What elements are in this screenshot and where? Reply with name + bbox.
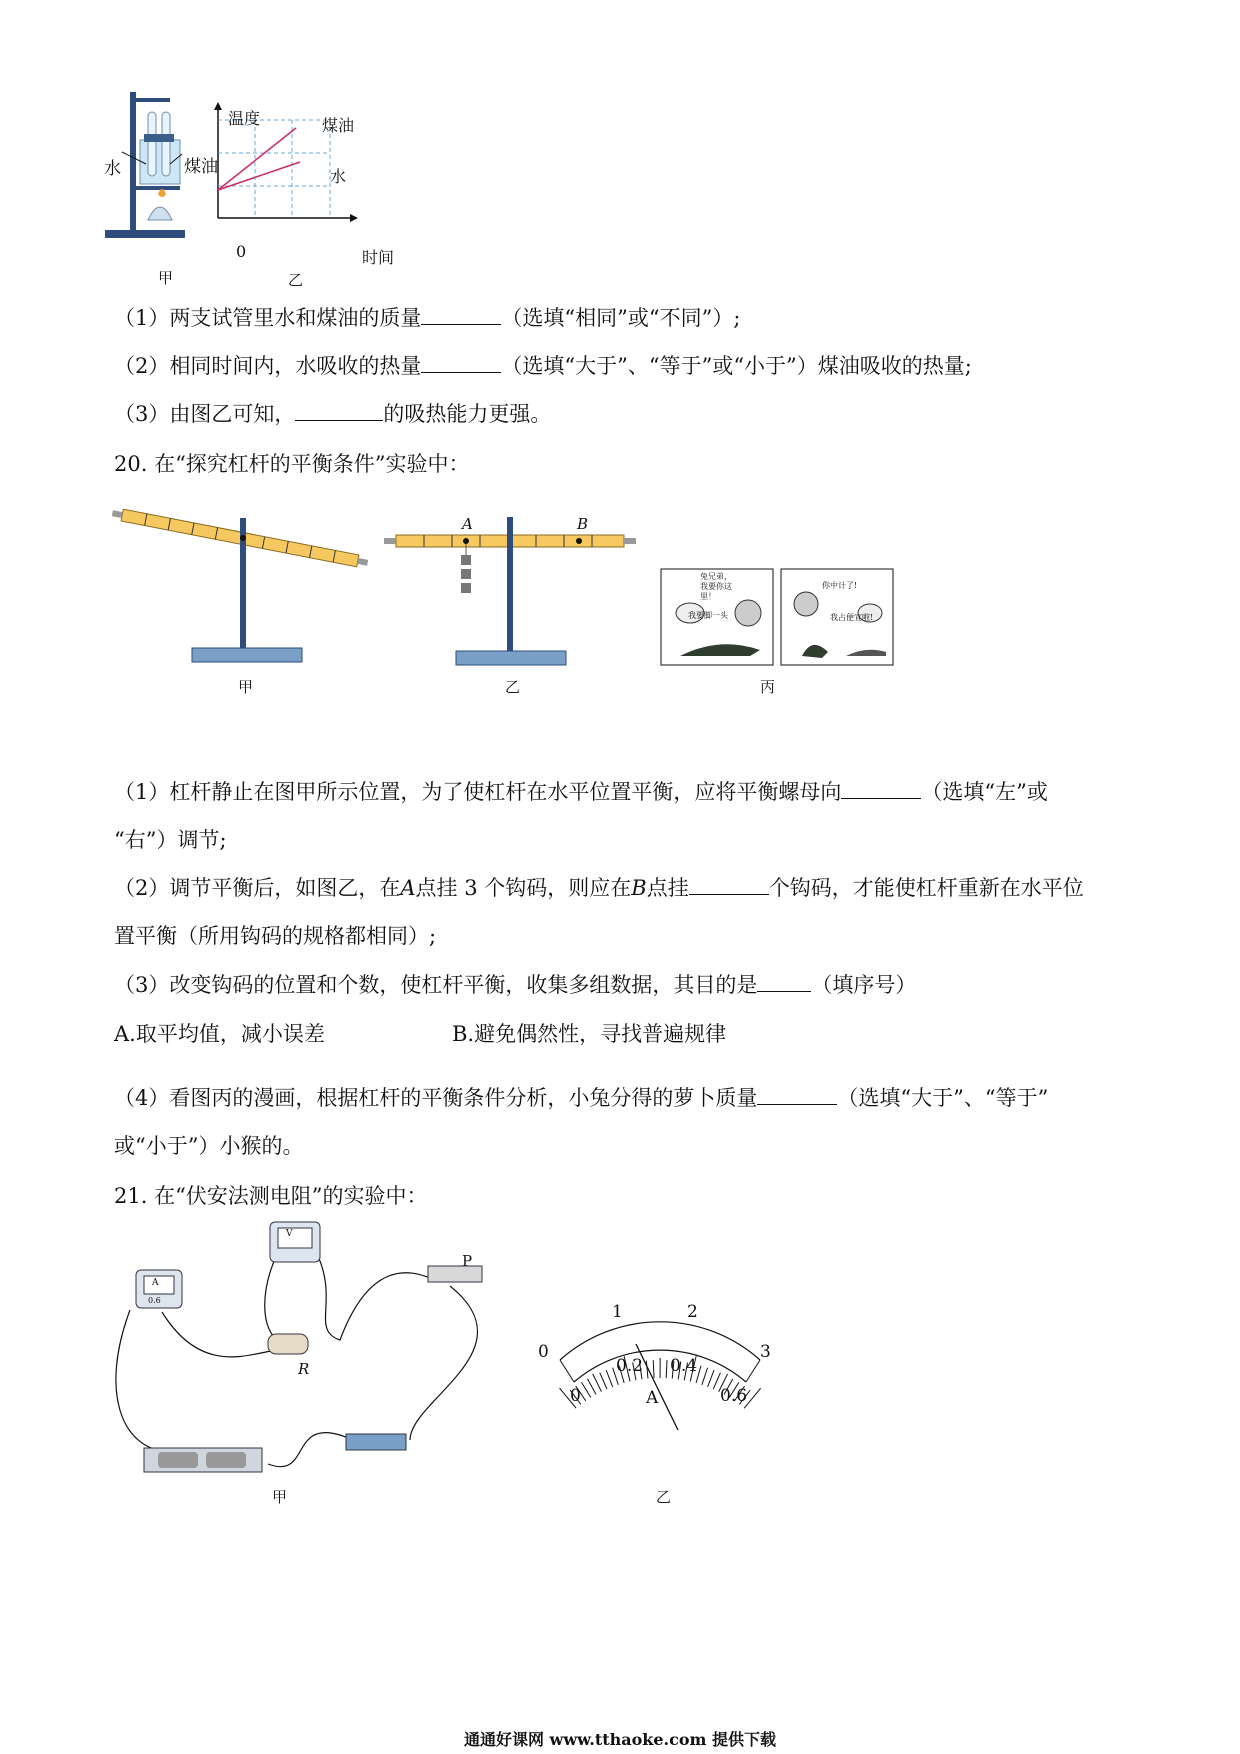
circuit-label-A: A [152,1278,159,1288]
comic-speech-4: 我占便宜啦! [830,613,874,622]
graph-x-label: 时间 [362,248,395,267]
q20-part3: （3）改变钩码的位置和个数，使杠杆平衡，收集多组数据，其目的是 （填序号） [114,973,917,997]
graph-line-water [218,162,300,190]
ammeter-dial [530,1300,790,1440]
dial-tick [708,1370,714,1387]
q20-part1-cont: “右”）调节; [114,828,227,852]
q20-part2-cont: 置平衡（所用钩码的规格都相同）; [114,924,437,948]
q20-blank2[interactable] [689,874,769,895]
dial-tick [593,1374,602,1392]
graph-origin: 0 [236,242,247,261]
q19-part3: （3）由图乙可知， 的吸热能力更强。 [114,402,552,426]
dial-bottom-2: 0.4 [670,1356,698,1376]
dial-bottom-1: 0.2 [616,1356,644,1376]
dial-top-1: 1 [612,1302,623,1322]
q20-part4: （4）看图丙的漫画，根据杠杆的平衡条件分析，小兔分得的萝卜质量 （选填“大于”、“等于” [114,1086,1049,1110]
fig21-circuit [110,1220,510,1490]
fig19-label-water: 水 [104,159,121,179]
circuit-meter-scale: 0.6 [148,1296,161,1305]
fig20-yi-lever [382,515,637,675]
comic-speech-3: 你中计了! [822,581,858,590]
dial-tick [581,1382,590,1397]
dial-tick [606,1370,612,1387]
q19-blank1[interactable] [421,304,501,325]
circuit-label-P: P [462,1252,473,1270]
dial-bottom-0: 0 [570,1386,581,1406]
graph-line-kerosene [218,128,296,190]
graph-series-kerosene: 煤油 [322,116,355,135]
dial-tick [653,1360,654,1378]
q21-title: 21. 在“伏安法测电阻”的实验中： [114,1184,428,1208]
dial-tick [646,1361,648,1379]
fig20-caption-jia: 甲 [238,678,254,696]
dial-top-0: 0 [538,1342,549,1362]
q20-blank3[interactable] [757,971,811,992]
fig19-caption-jia: 甲 [158,269,174,287]
q20-part1: （1）杠杆静止在图甲所示位置，为了使杠杆在水平位置平衡，应将平衡螺母向 （选填“左”或 [114,780,1048,804]
dial-tick [600,1373,607,1389]
dial-top-2: 2 [687,1302,698,1322]
fig20-caption-bing: 丙 [760,678,776,696]
graph-y-label: 温度 [228,109,261,128]
fig20-caption-yi: 乙 [505,678,521,696]
fig19-caption-yi: 乙 [288,271,304,289]
fig20-label-A: A [462,515,473,533]
comic-speech-1: 兔兄弟，我要你这里！ [700,572,732,601]
fig20-label-B: B [577,515,589,533]
dial-bottom-3: 0.6 [720,1386,748,1406]
fig21-caption-jia: 甲 [272,1488,288,1506]
fig21-caption-yi: 乙 [656,1488,672,1506]
q19-part2: （2）相同时间内，水吸收的热量 （选填“大于”、“等于”或“小于”）煤油吸收的热量; [114,354,972,378]
q19-part1: （1）两支试管里水和煤油的质量 （选填“相同”或“不同”）; [114,306,741,330]
q20-part2: （2）调节平衡后，如图乙，在A点挂 3 个钩码，则应在B点挂 个钩码，才能使杠杆重新在水平位 [114,876,1084,900]
q20-option-A: A.取平均值，减小误差 [114,1022,325,1046]
circuit-label-R: R [298,1360,310,1378]
graph-series-water: 水 [330,167,347,186]
q20-blank4[interactable] [757,1084,837,1105]
circuit-label-V: V [286,1229,293,1239]
dial-top-3: 3 [760,1342,771,1362]
q20-option-B: B.避免偶然性，寻找普遍规律 [452,1022,727,1046]
q19-blank3[interactable] [295,400,383,421]
page-footer: 通通好课网 www.tthaoke.com 提供下载 [463,1730,777,1749]
dial-tick [666,1360,667,1378]
dial-tick [702,1368,708,1385]
q19-blank2[interactable] [421,352,501,373]
q20-blank1[interactable] [841,778,921,799]
dial-tick [587,1379,596,1395]
dial-unit: A [646,1388,659,1408]
q20-part4-cont: 或“小于”）小猴的。 [114,1134,304,1158]
q20-title: 20. 在“探究杠杆的平衡条件”实验中： [114,452,470,476]
fig19-label-kerosene: 煤油 [184,157,218,177]
fig20-jia-lever [110,498,375,673]
comic-speech-2: 我要脚一头 [688,611,728,620]
